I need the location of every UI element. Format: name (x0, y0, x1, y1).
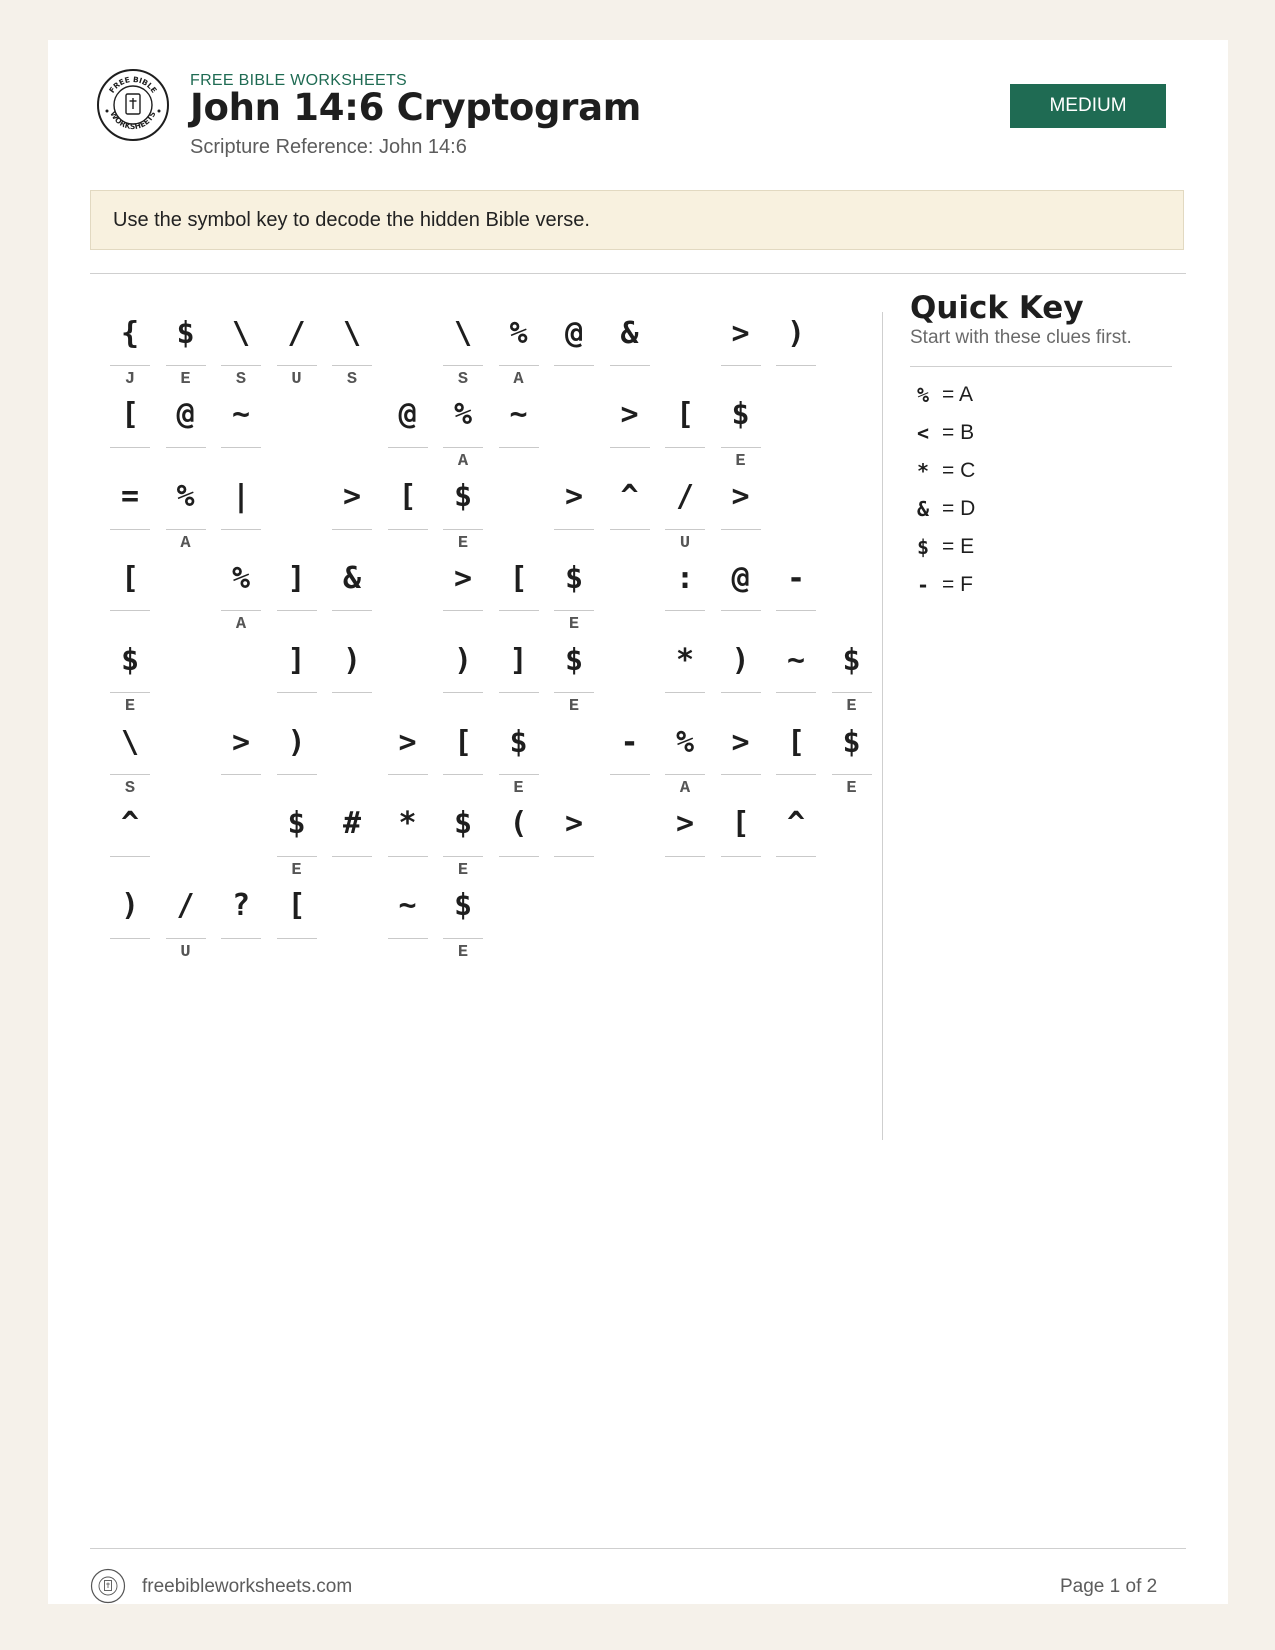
cipher-cell (443, 384, 483, 470)
page-title: John 14:6 Cryptogram (190, 86, 642, 129)
answer-line[interactable] (277, 856, 317, 857)
cipher-symbol: % (453, 397, 473, 433)
cipher-symbol: { (120, 315, 140, 351)
cipher-symbol: ^ (620, 479, 639, 515)
cipher-cell (221, 466, 261, 552)
cipher-cell (499, 547, 539, 633)
cipher-symbol: > (731, 315, 750, 351)
cipher-cell (443, 466, 483, 552)
cipher-cell (388, 466, 428, 552)
answer-line[interactable] (554, 610, 594, 611)
cipher-cell (721, 466, 761, 552)
answer-line[interactable] (499, 365, 539, 366)
cipher-symbol: @ (564, 315, 584, 351)
cipher-cell (388, 711, 428, 797)
cipher-cell (554, 793, 594, 879)
cipher-symbol: ^ (120, 806, 140, 842)
answer-line[interactable] (721, 610, 761, 611)
cipher-symbol: $ (842, 724, 861, 760)
cipher-symbol: ) (786, 315, 806, 351)
answer-line[interactable] (776, 610, 816, 611)
cipher-symbol: [ (675, 397, 695, 433)
cipher-symbol: ~ (509, 397, 528, 433)
cipher-cell (277, 547, 317, 633)
cipher-cell (221, 875, 261, 961)
cipher-symbol: ^ (786, 806, 806, 842)
cipher-symbol: $ (453, 806, 473, 842)
cipher-symbol: & (620, 315, 639, 351)
answer-letter: E (457, 533, 469, 553)
cipher-cell (388, 793, 428, 879)
answer-letter: E (291, 860, 302, 880)
cipher-symbol: > (731, 479, 750, 515)
cipher-cell (832, 711, 872, 797)
cipher-cell (110, 302, 150, 388)
quick-key-symbol: * (916, 459, 930, 483)
answer-line[interactable] (166, 365, 206, 366)
cipher-symbol: $ (842, 642, 861, 678)
answer-letter: A (180, 533, 191, 553)
answer-line[interactable] (721, 447, 761, 448)
quick-key-symbol: $ (916, 535, 930, 559)
cipher-symbol: / (287, 315, 306, 351)
answer-line[interactable] (665, 774, 705, 775)
answer-letter: S (346, 370, 358, 389)
quick-key-subtitle: Start with these clues first. (910, 327, 1132, 348)
cipher-cell (110, 466, 150, 552)
logo-bottom-text: WORKSHEETS (108, 109, 158, 132)
quick-key-item (910, 377, 1172, 413)
cipher-symbol: / (675, 479, 695, 515)
cipher-cell (665, 629, 705, 715)
answer-line[interactable] (388, 774, 428, 775)
quick-key-symbol: & (916, 497, 930, 521)
answer-line[interactable] (832, 692, 872, 693)
cipher-cell (443, 793, 483, 879)
answer-line[interactable] (277, 692, 317, 693)
cipher-symbol: # (342, 806, 362, 842)
cipher-cell (776, 629, 816, 715)
cipher-cell (332, 793, 372, 879)
cipher-cell (499, 793, 539, 879)
cipher-symbol: - (786, 560, 806, 596)
answer-line[interactable] (499, 774, 539, 775)
answer-line[interactable] (388, 529, 428, 530)
answer-line[interactable] (443, 692, 483, 693)
cipher-cell (110, 384, 150, 470)
answer-letter: E (568, 697, 580, 717)
quick-key-item (910, 529, 1172, 565)
cipher-symbol: $ (176, 315, 195, 351)
cipher-cell (110, 711, 150, 797)
answer-line[interactable] (610, 529, 650, 530)
quick-key-value: = A (942, 383, 973, 406)
quick-key-value: = F (942, 573, 973, 596)
cipher-cell (443, 547, 483, 633)
quick-key-value: = B (942, 421, 975, 444)
answer-letter: E (457, 942, 469, 962)
cipher-symbol: ? (231, 888, 251, 924)
cipher-cell (110, 793, 150, 879)
answer-line[interactable] (110, 529, 150, 530)
answer-line[interactable] (277, 610, 317, 611)
cipher-symbol: \ (342, 315, 362, 351)
footer-url: freebibleworksheets.com (142, 1576, 353, 1597)
cipher-cell (721, 547, 761, 633)
cipher-cell (554, 302, 594, 388)
answer-line[interactable] (499, 856, 539, 857)
answer-line[interactable] (443, 938, 483, 939)
cipher-cell (776, 793, 816, 879)
answer-line[interactable] (221, 447, 261, 448)
cryptogram-grid (48, 40, 888, 1140)
quick-key-value: = E (942, 535, 975, 558)
cipher-cell (166, 466, 206, 552)
cipher-symbol: - (620, 724, 639, 760)
cipher-symbol: : (675, 560, 695, 596)
answer-line[interactable] (554, 856, 594, 857)
cipher-symbol: ~ (398, 888, 417, 924)
cipher-cell (277, 793, 317, 879)
quick-key-divider (910, 366, 1172, 367)
cipher-symbol: $ (564, 642, 584, 678)
answer-line[interactable] (332, 365, 372, 366)
answer-line[interactable] (554, 692, 594, 693)
cipher-symbol: * (675, 642, 695, 678)
difficulty-badge: MEDIUM (1010, 84, 1166, 128)
quick-key-symbol: < (916, 421, 930, 445)
answer-line[interactable] (721, 529, 761, 530)
cipher-cell (499, 384, 539, 470)
footer-divider (90, 1548, 1186, 1549)
answer-line[interactable] (443, 365, 483, 366)
cipher-cell (499, 302, 539, 388)
answer-line[interactable] (166, 529, 206, 530)
cipher-symbol: ) (120, 888, 140, 924)
cipher-cell (277, 629, 317, 715)
cipher-symbol: | (231, 479, 251, 515)
cipher-symbol: ( (509, 806, 528, 842)
answer-line[interactable] (332, 692, 372, 693)
cipher-cell (332, 466, 372, 552)
cipher-cell (443, 711, 483, 797)
answer-line[interactable] (665, 856, 705, 857)
cipher-symbol: $ (509, 724, 528, 760)
answer-line[interactable] (721, 774, 761, 775)
answer-line[interactable] (110, 774, 150, 775)
cipher-cell (499, 711, 539, 797)
answer-line[interactable] (443, 774, 483, 775)
quick-key-item (910, 453, 1172, 489)
cipher-cell (110, 547, 150, 633)
answer-letter: E (124, 697, 136, 717)
cipher-symbol: [ (509, 560, 528, 596)
quick-key-item (910, 415, 1172, 451)
worksheet-page (48, 40, 1228, 1604)
cipher-cell (388, 384, 428, 470)
cipher-symbol: & (342, 560, 362, 596)
answer-letter: E (846, 697, 857, 717)
cipher-symbol: ] (287, 560, 306, 596)
cipher-symbol: % (231, 560, 251, 596)
cipher-cell (776, 711, 816, 797)
answer-line[interactable] (110, 447, 150, 448)
cipher-cell (166, 302, 206, 388)
cipher-symbol: ~ (786, 642, 806, 678)
cipher-cell (110, 875, 150, 961)
column-divider (882, 312, 883, 1140)
cipher-symbol: % (176, 479, 195, 515)
answer-letter: S (235, 370, 247, 389)
quick-key-item (910, 491, 1172, 527)
cipher-cell (721, 629, 761, 715)
cipher-cell (166, 384, 206, 470)
cipher-cell (832, 629, 872, 715)
cipher-symbol: ~ (231, 397, 251, 433)
answer-line[interactable] (665, 529, 705, 530)
cipher-symbol: ] (287, 642, 306, 678)
cipher-cell (554, 629, 594, 715)
cipher-cell (499, 629, 539, 715)
answer-line[interactable] (721, 365, 761, 366)
cipher-cell (665, 466, 705, 552)
cipher-symbol: > (342, 479, 362, 515)
answer-letter: E (457, 860, 469, 880)
answer-line[interactable] (554, 365, 594, 366)
cipher-cell (110, 629, 150, 715)
answer-line[interactable] (166, 447, 206, 448)
cipher-symbol: > (564, 479, 584, 515)
cipher-symbol: [ (786, 724, 806, 760)
answer-line[interactable] (721, 856, 761, 857)
answer-letter: E (735, 451, 746, 471)
cipher-cell (443, 302, 483, 388)
answer-line[interactable] (332, 529, 372, 530)
answer-line[interactable] (443, 610, 483, 611)
cipher-symbol: > (731, 724, 750, 760)
cipher-symbol: > (564, 806, 584, 842)
cipher-symbol: [ (120, 397, 140, 433)
answer-letter: E (846, 779, 857, 798)
page-number: Page 1 of 2 (1060, 1576, 1158, 1597)
answer-line[interactable] (388, 856, 428, 857)
answer-line[interactable] (776, 365, 816, 366)
answer-line[interactable] (221, 610, 261, 611)
quick-key-title: Quick Key (910, 290, 1084, 326)
cipher-symbol: ) (342, 642, 362, 678)
cipher-cell (332, 629, 372, 715)
answer-line[interactable] (610, 447, 650, 448)
answer-line[interactable] (776, 856, 816, 857)
cipher-cell (332, 302, 372, 388)
quick-key-symbol: % (916, 383, 930, 407)
cipher-symbol: ) (453, 642, 473, 678)
cipher-symbol: @ (398, 397, 417, 433)
answer-letter: A (235, 615, 247, 635)
answer-line[interactable] (110, 365, 150, 366)
cipher-cell (221, 384, 261, 470)
cipher-cell (610, 466, 650, 552)
instructions-text: Use the symbol key to decode the hidden Bible verse. (113, 208, 590, 231)
cipher-cell (221, 711, 261, 797)
quick-key-value: = C (942, 459, 976, 482)
answer-line[interactable] (277, 774, 317, 775)
cipher-symbol: = (120, 479, 140, 515)
cipher-cell (277, 711, 317, 797)
cipher-symbol: ) (731, 642, 750, 678)
answer-line[interactable] (610, 365, 650, 366)
cipher-cell (721, 302, 761, 388)
answer-line[interactable] (110, 938, 150, 939)
cipher-symbol: > (398, 724, 417, 760)
cipher-cell (610, 384, 650, 470)
cipher-symbol: % (675, 724, 695, 760)
answer-line[interactable] (721, 692, 761, 693)
cipher-symbol: / (176, 888, 195, 924)
cipher-symbol: $ (564, 560, 584, 596)
cipher-symbol: % (509, 315, 528, 351)
cipher-cell (388, 875, 428, 961)
answer-line[interactable] (110, 692, 150, 693)
answer-line[interactable] (221, 365, 261, 366)
answer-line[interactable] (665, 610, 705, 611)
cipher-cell (277, 302, 317, 388)
cipher-cell (554, 547, 594, 633)
cipher-cell (610, 302, 650, 388)
cipher-symbol: > (231, 724, 251, 760)
cipher-symbol: @ (176, 397, 195, 433)
cipher-symbol: ] (509, 642, 528, 678)
answer-line[interactable] (554, 529, 594, 530)
answer-line[interactable] (610, 774, 650, 775)
answer-letter: U (180, 942, 191, 962)
cipher-cell (665, 547, 705, 633)
cipher-symbol: > (675, 806, 695, 842)
answer-letter: A (679, 779, 691, 798)
cipher-cell (776, 302, 816, 388)
answer-line[interactable] (277, 938, 317, 939)
cipher-symbol: $ (731, 397, 750, 433)
cipher-cell (721, 711, 761, 797)
cipher-symbol: [ (398, 479, 417, 515)
cipher-symbol: [ (287, 888, 306, 924)
cipher-symbol: \ (231, 315, 251, 351)
cipher-cell (721, 384, 761, 470)
answer-line[interactable] (499, 447, 539, 448)
answer-line[interactable] (221, 938, 261, 939)
answer-line[interactable] (443, 529, 483, 530)
cipher-cell (443, 629, 483, 715)
answer-line[interactable] (499, 692, 539, 693)
cipher-cell (554, 466, 594, 552)
answer-line[interactable] (665, 692, 705, 693)
cipher-symbol: > (453, 560, 473, 596)
cipher-cell (332, 547, 372, 633)
scripture-reference: Scripture Reference: John 14:6 (190, 136, 467, 158)
answer-line[interactable] (332, 856, 372, 857)
answer-letter: E (568, 615, 580, 635)
cipher-cell (221, 547, 261, 633)
answer-line[interactable] (110, 610, 150, 611)
answer-letter: S (457, 370, 469, 389)
answer-letter: A (457, 451, 469, 471)
answer-line[interactable] (221, 774, 261, 775)
brand-name: FREE BIBLE WORKSHEETS (190, 72, 408, 89)
answer-letter: E (513, 779, 524, 798)
answer-letter: S (124, 779, 136, 798)
cipher-cell (610, 711, 650, 797)
answer-letter: U (291, 370, 302, 389)
answer-line[interactable] (277, 365, 317, 366)
answer-letter: U (679, 533, 691, 553)
answer-line[interactable] (166, 938, 206, 939)
answer-line[interactable] (388, 447, 428, 448)
cipher-symbol: * (398, 806, 417, 842)
cipher-symbol: \ (453, 315, 473, 351)
answer-line[interactable] (776, 774, 816, 775)
cipher-symbol: [ (120, 560, 140, 596)
answer-line[interactable] (110, 856, 150, 857)
answer-line[interactable] (388, 938, 428, 939)
cipher-cell (665, 384, 705, 470)
footer-logo-icon (90, 1568, 126, 1604)
cipher-symbol: \ (120, 724, 140, 760)
cipher-symbol: [ (731, 806, 750, 842)
cipher-symbol: $ (120, 642, 140, 678)
quick-key-item (910, 567, 1172, 603)
logo-top-text: FREE BIBLE (107, 74, 159, 95)
cipher-symbol: [ (453, 724, 473, 760)
answer-line[interactable] (776, 692, 816, 693)
cipher-cell (776, 547, 816, 633)
answer-line[interactable] (443, 856, 483, 857)
answer-line[interactable] (499, 610, 539, 611)
cipher-cell (721, 793, 761, 879)
answer-line[interactable] (221, 529, 261, 530)
answer-line[interactable] (665, 447, 705, 448)
answer-line[interactable] (332, 610, 372, 611)
cipher-symbol: $ (287, 806, 306, 842)
cipher-cell (166, 875, 206, 961)
answer-line[interactable] (443, 447, 483, 448)
quick-key-value: = D (942, 497, 976, 520)
cipher-symbol: $ (453, 888, 473, 924)
quick-key-symbol: - (916, 573, 930, 597)
cipher-symbol: ) (287, 724, 306, 760)
answer-letter: A (513, 370, 524, 389)
cipher-cell (221, 302, 261, 388)
cipher-cell (277, 875, 317, 961)
cipher-symbol: $ (453, 479, 473, 515)
answer-letter: J (124, 370, 136, 389)
answer-line[interactable] (832, 774, 872, 775)
cipher-symbol: @ (731, 560, 750, 596)
cipher-symbol: > (620, 397, 639, 433)
answer-letter: E (180, 370, 191, 389)
cipher-cell (665, 793, 705, 879)
cipher-cell (443, 875, 483, 961)
cipher-cell (665, 711, 705, 797)
